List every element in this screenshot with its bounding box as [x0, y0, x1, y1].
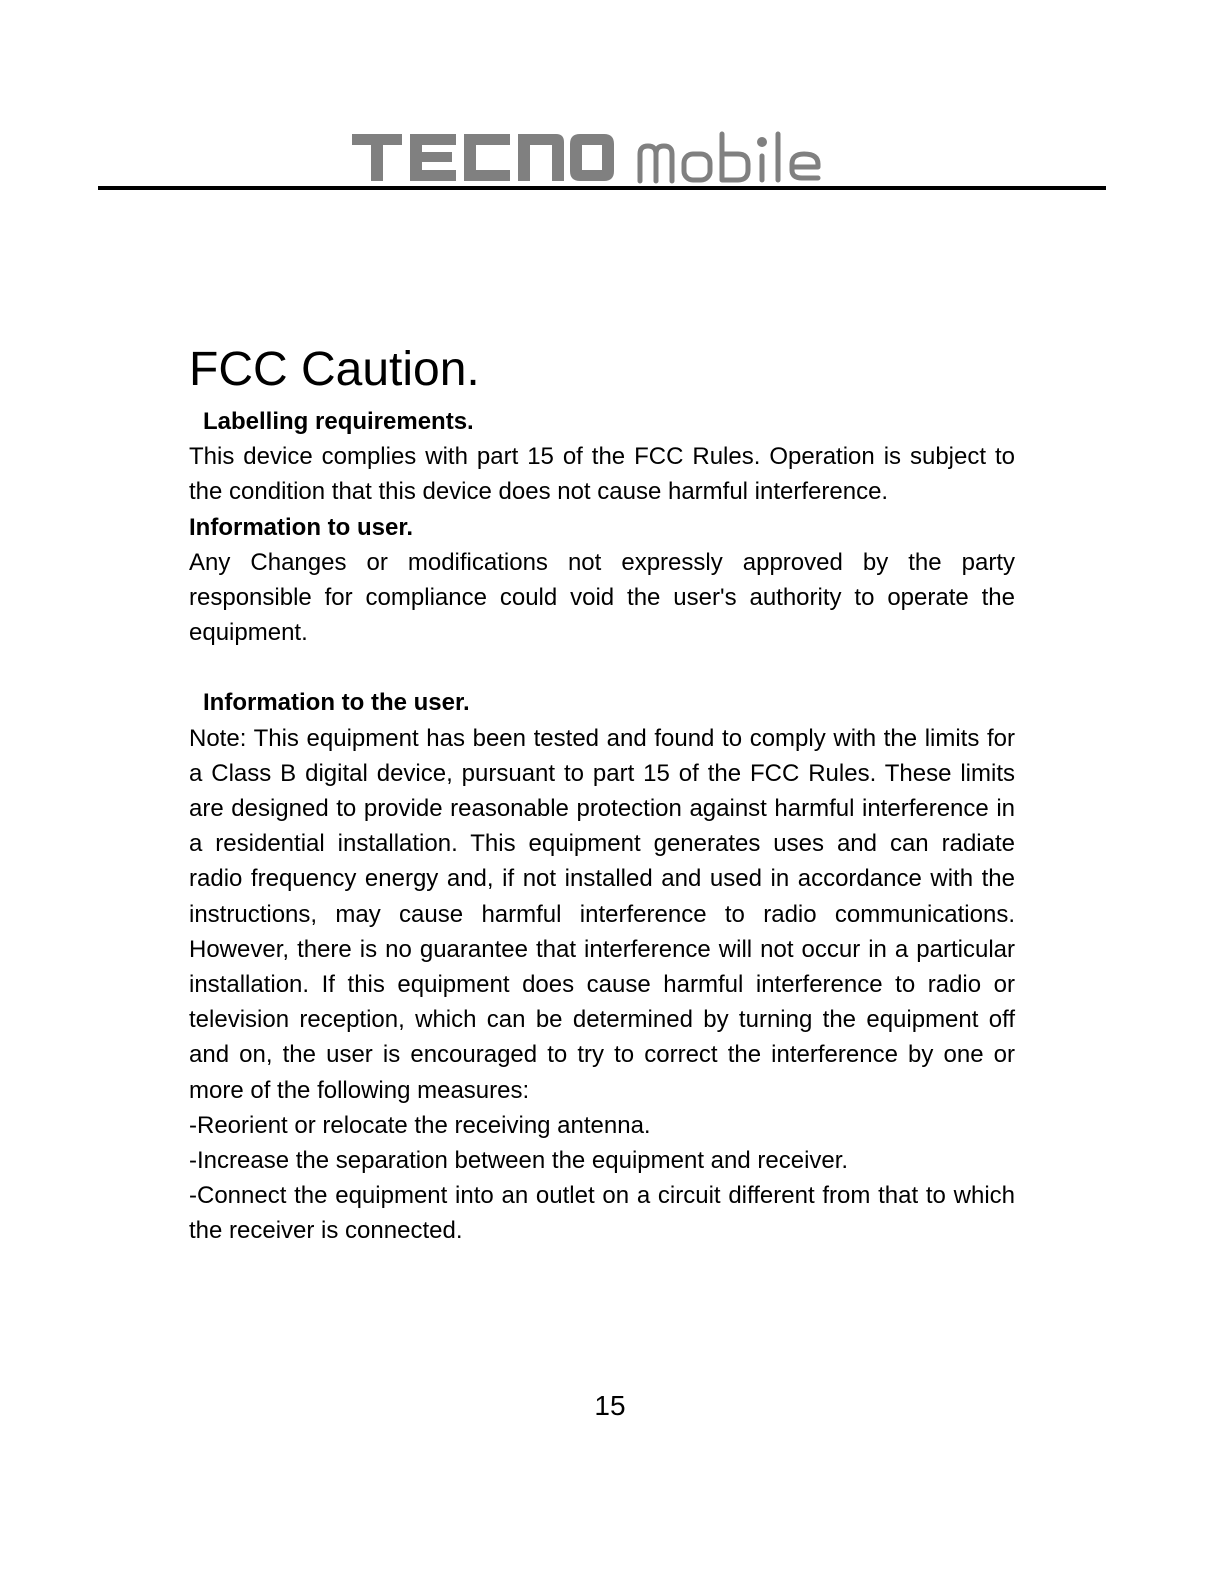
info-user-heading: Information to user.	[189, 513, 414, 541]
measure-item: -Increase the separation between the equipment and receiver.	[189, 1147, 849, 1175]
page-header	[98, 110, 1106, 190]
tecno-mobile-logo	[98, 110, 1106, 190]
labelling-body: This device complies with part 15 of the FCC Rules. Operation is subject to the condition that this device does not cause harmful interference.	[189, 443, 1015, 506]
info-the-user-heading: Information to the user.	[203, 689, 470, 717]
page-title: FCC Caution.	[189, 343, 480, 396]
info-the-user-body: Note: This equipment has been tested and found to comply with the limits for a Class B digital device, pursuant to part 15 of the FCC Rules. These limits are designed to provide reasonable protection against harmful interference in a residential installation. This equipment generates uses and can radiate radio frequency energy and, if not installed and used in accordance with the instructions, may cause harmful interference to radio communications. However, there is no guarantee that interference will not occur in a particular installation. If this equipment does cause harmful interference to radio or television reception, which can be determined by turning the equipment off and on, the user is encouraged to try to correct the interference by one or more of the following measures:	[189, 724, 1015, 1104]
measure-item: -Connect the equipment into an outlet on a circuit different from that to which the receiver is connected.	[189, 1182, 1015, 1245]
header-divider	[98, 186, 1106, 190]
fcc-content	[189, 338, 1015, 1249]
info-user-body: Any Changes or modifications not expressly approved by the party responsible for compliance could void the user's authority to operate the equipment.	[189, 548, 1015, 647]
page-number: 15	[594, 1390, 626, 1421]
measure-item: -Reorient or relocate the receiving antenna.	[189, 1111, 651, 1139]
labelling-heading: Labelling requirements.	[203, 408, 474, 435]
tecno-logo-graphic	[352, 126, 852, 186]
